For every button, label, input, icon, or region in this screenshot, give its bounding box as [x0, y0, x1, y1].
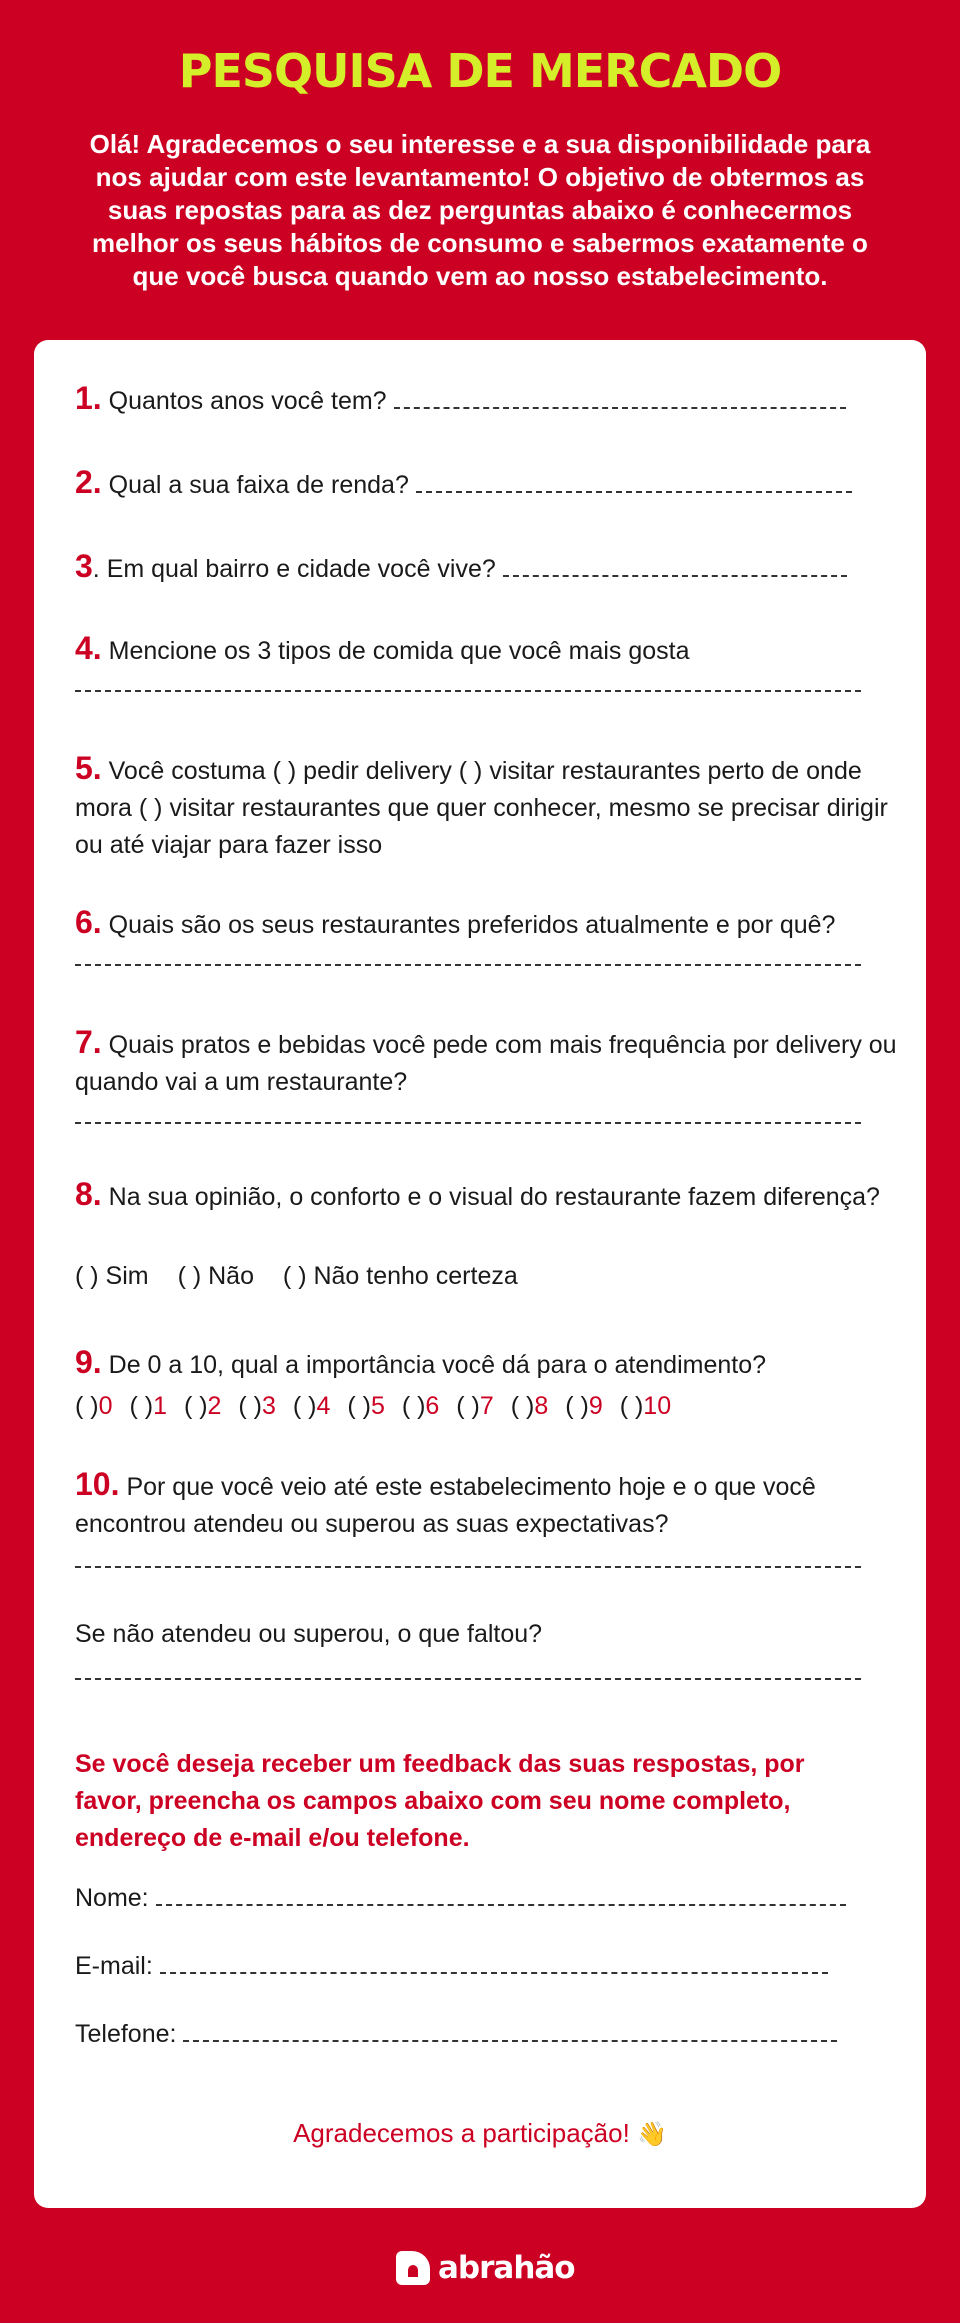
option-box: ( ) — [183, 1392, 208, 1420]
question-8-options — [75, 1258, 915, 1295]
rating-value: 2 — [207, 1392, 222, 1420]
rating-value: 3 — [262, 1392, 276, 1420]
name-blank[interactable] — [156, 1882, 846, 1906]
option-no[interactable]: ( ) Não — [177, 1262, 254, 1290]
rating-value: 5 — [370, 1392, 385, 1420]
brand-mark-icon — [396, 2251, 430, 2285]
rating-scale — [75, 1388, 915, 1425]
question-5 — [75, 750, 915, 864]
survey-card — [34, 340, 926, 2208]
page-title: PESQUISA DE MERCADO — [178, 44, 782, 98]
rating-option-1[interactable] — [129, 1392, 167, 1420]
question-text: Se não atendeu ou superou, o que faltou? — [75, 1620, 543, 1648]
option-box: ( ) — [75, 1392, 99, 1420]
question-number: 3 — [75, 548, 93, 584]
question-text: Quais pratos e bebidas você pede com mais frequência por delivery ou quando vai a um restaurante? — [75, 1031, 897, 1096]
question-number: 8. — [75, 1176, 102, 1212]
question-text: . Em qual bairro e cidade você vive? — [92, 555, 496, 583]
rating-option-7[interactable] — [456, 1392, 494, 1420]
question-1 — [75, 380, 915, 420]
question-text: Na sua opinião, o conforto e o visual do restaurante fazem diferença? — [108, 1183, 880, 1211]
rating-value: 8 — [534, 1392, 549, 1420]
rating-option-4[interactable] — [293, 1392, 331, 1420]
name-label: Nome: — [75, 1884, 149, 1912]
question-2 — [75, 464, 915, 504]
option-box: ( ) — [565, 1392, 589, 1420]
rating-value: 6 — [425, 1392, 440, 1420]
email-field — [75, 1950, 875, 1981]
answer-line-10[interactable] — [75, 1566, 861, 1568]
question-7 — [75, 1024, 915, 1101]
rating-value: 10 — [643, 1392, 672, 1420]
thanks-message — [34, 2118, 926, 2149]
answer-line-4[interactable] — [75, 690, 861, 692]
question-text: Você costuma ( ) pedir delivery ( ) visitar restaurantes perto de onde mora ( ) visitar restaurantes que quer conhecer, mesmo se precisar dirigir ou até viajar para fazer isso — [75, 757, 888, 859]
rating-option-5[interactable] — [347, 1392, 385, 1420]
rating-option-2[interactable] — [184, 1392, 222, 1420]
option-box: ( ) — [510, 1392, 535, 1420]
option-box: ( ) — [619, 1392, 644, 1420]
answer-blank[interactable] — [503, 553, 847, 577]
intro-text: Olá! Agradecemos o seu interesse e a sua disponibilidade para nos ajudar com este levantamento! O objetivo de obtermos as suas repostas para as dez perguntas abaixo é conhecermos melhor os seus hábitos de consumo e sabermos exatamente o que você busca quando vem ao nosso estabelecimento. — [89, 129, 871, 291]
rating-option-8[interactable] — [511, 1392, 549, 1420]
question-8 — [75, 1176, 915, 1216]
question-text: Quantos anos você tem? — [108, 387, 387, 415]
answer-line-followup[interactable] — [75, 1678, 861, 1680]
question-4 — [75, 630, 915, 670]
feedback-note: Se você deseja receber um feedback das suas respostas, por favor, preencha os campos abaixo com seu nome completo, endereço de e-mail e/ou telefone. — [75, 1750, 805, 1852]
option-box: ( ) — [456, 1392, 480, 1420]
rating-value: 9 — [588, 1392, 603, 1420]
thanks-text: Agradecemos a participação! — [293, 2118, 630, 2148]
question-9 — [75, 1344, 915, 1384]
option-box: ( ) — [292, 1392, 317, 1420]
brand-logo — [396, 2248, 575, 2288]
question-number: 1. — [75, 380, 102, 416]
option-box: ( ) — [129, 1392, 154, 1420]
rating-option-9[interactable] — [565, 1392, 603, 1420]
question-number: 10. — [75, 1466, 120, 1502]
followup-question — [75, 1616, 915, 1653]
rating-option-3[interactable] — [238, 1392, 276, 1420]
option-not-sure[interactable]: ( ) Não tenho certeza — [282, 1262, 518, 1290]
answer-blank[interactable] — [394, 385, 846, 409]
question-number: 5. — [75, 750, 102, 786]
rating-value: 7 — [479, 1392, 494, 1420]
rating-value: 1 — [153, 1392, 167, 1420]
email-label: E-mail: — [75, 1952, 153, 1980]
question-number: 7. — [75, 1024, 102, 1060]
phone-field — [75, 2018, 875, 2049]
email-blank[interactable] — [160, 1950, 828, 1974]
rating-option-10[interactable] — [620, 1392, 671, 1420]
question-3 — [75, 548, 915, 588]
question-text: Quais são os seus restaurantes preferidos atualmente e por quê? — [108, 911, 836, 939]
question-text: Qual a sua faixa de renda? — [108, 471, 409, 499]
question-6 — [75, 904, 915, 944]
brand-name: abrahão — [438, 2250, 575, 2286]
rating-value: 4 — [316, 1392, 331, 1420]
question-text: Mencione os 3 tipos de comida que você mais gosta — [108, 637, 690, 665]
waving-hand-icon: 👋 — [637, 2121, 667, 2148]
answer-blank[interactable] — [416, 469, 852, 493]
phone-label: Telefone: — [75, 2020, 177, 2048]
option-box: ( ) — [347, 1392, 371, 1420]
option-box: ( ) — [401, 1392, 426, 1420]
question-number: 4. — [75, 630, 102, 666]
question-10 — [75, 1466, 915, 1543]
answer-line-6[interactable] — [75, 964, 861, 966]
phone-blank[interactable] — [183, 2018, 837, 2042]
question-number: 9. — [75, 1344, 102, 1380]
answer-line-7[interactable] — [75, 1122, 861, 1124]
question-number: 2. — [75, 464, 102, 500]
option-box: ( ) — [238, 1392, 263, 1420]
rating-option-6[interactable] — [402, 1392, 440, 1420]
name-field — [75, 1882, 875, 1913]
question-number: 6. — [75, 904, 102, 940]
rating-value: 0 — [98, 1392, 113, 1420]
rating-option-0[interactable] — [75, 1392, 113, 1420]
question-text: De 0 a 10, qual a importância você dá para o atendimento? — [108, 1351, 767, 1379]
option-yes[interactable]: ( ) Sim — [75, 1262, 149, 1290]
question-text: Por que você veio até este estabelecimento hoje e o que você encontrou atendeu ou superou as suas expectativas? — [75, 1473, 816, 1538]
